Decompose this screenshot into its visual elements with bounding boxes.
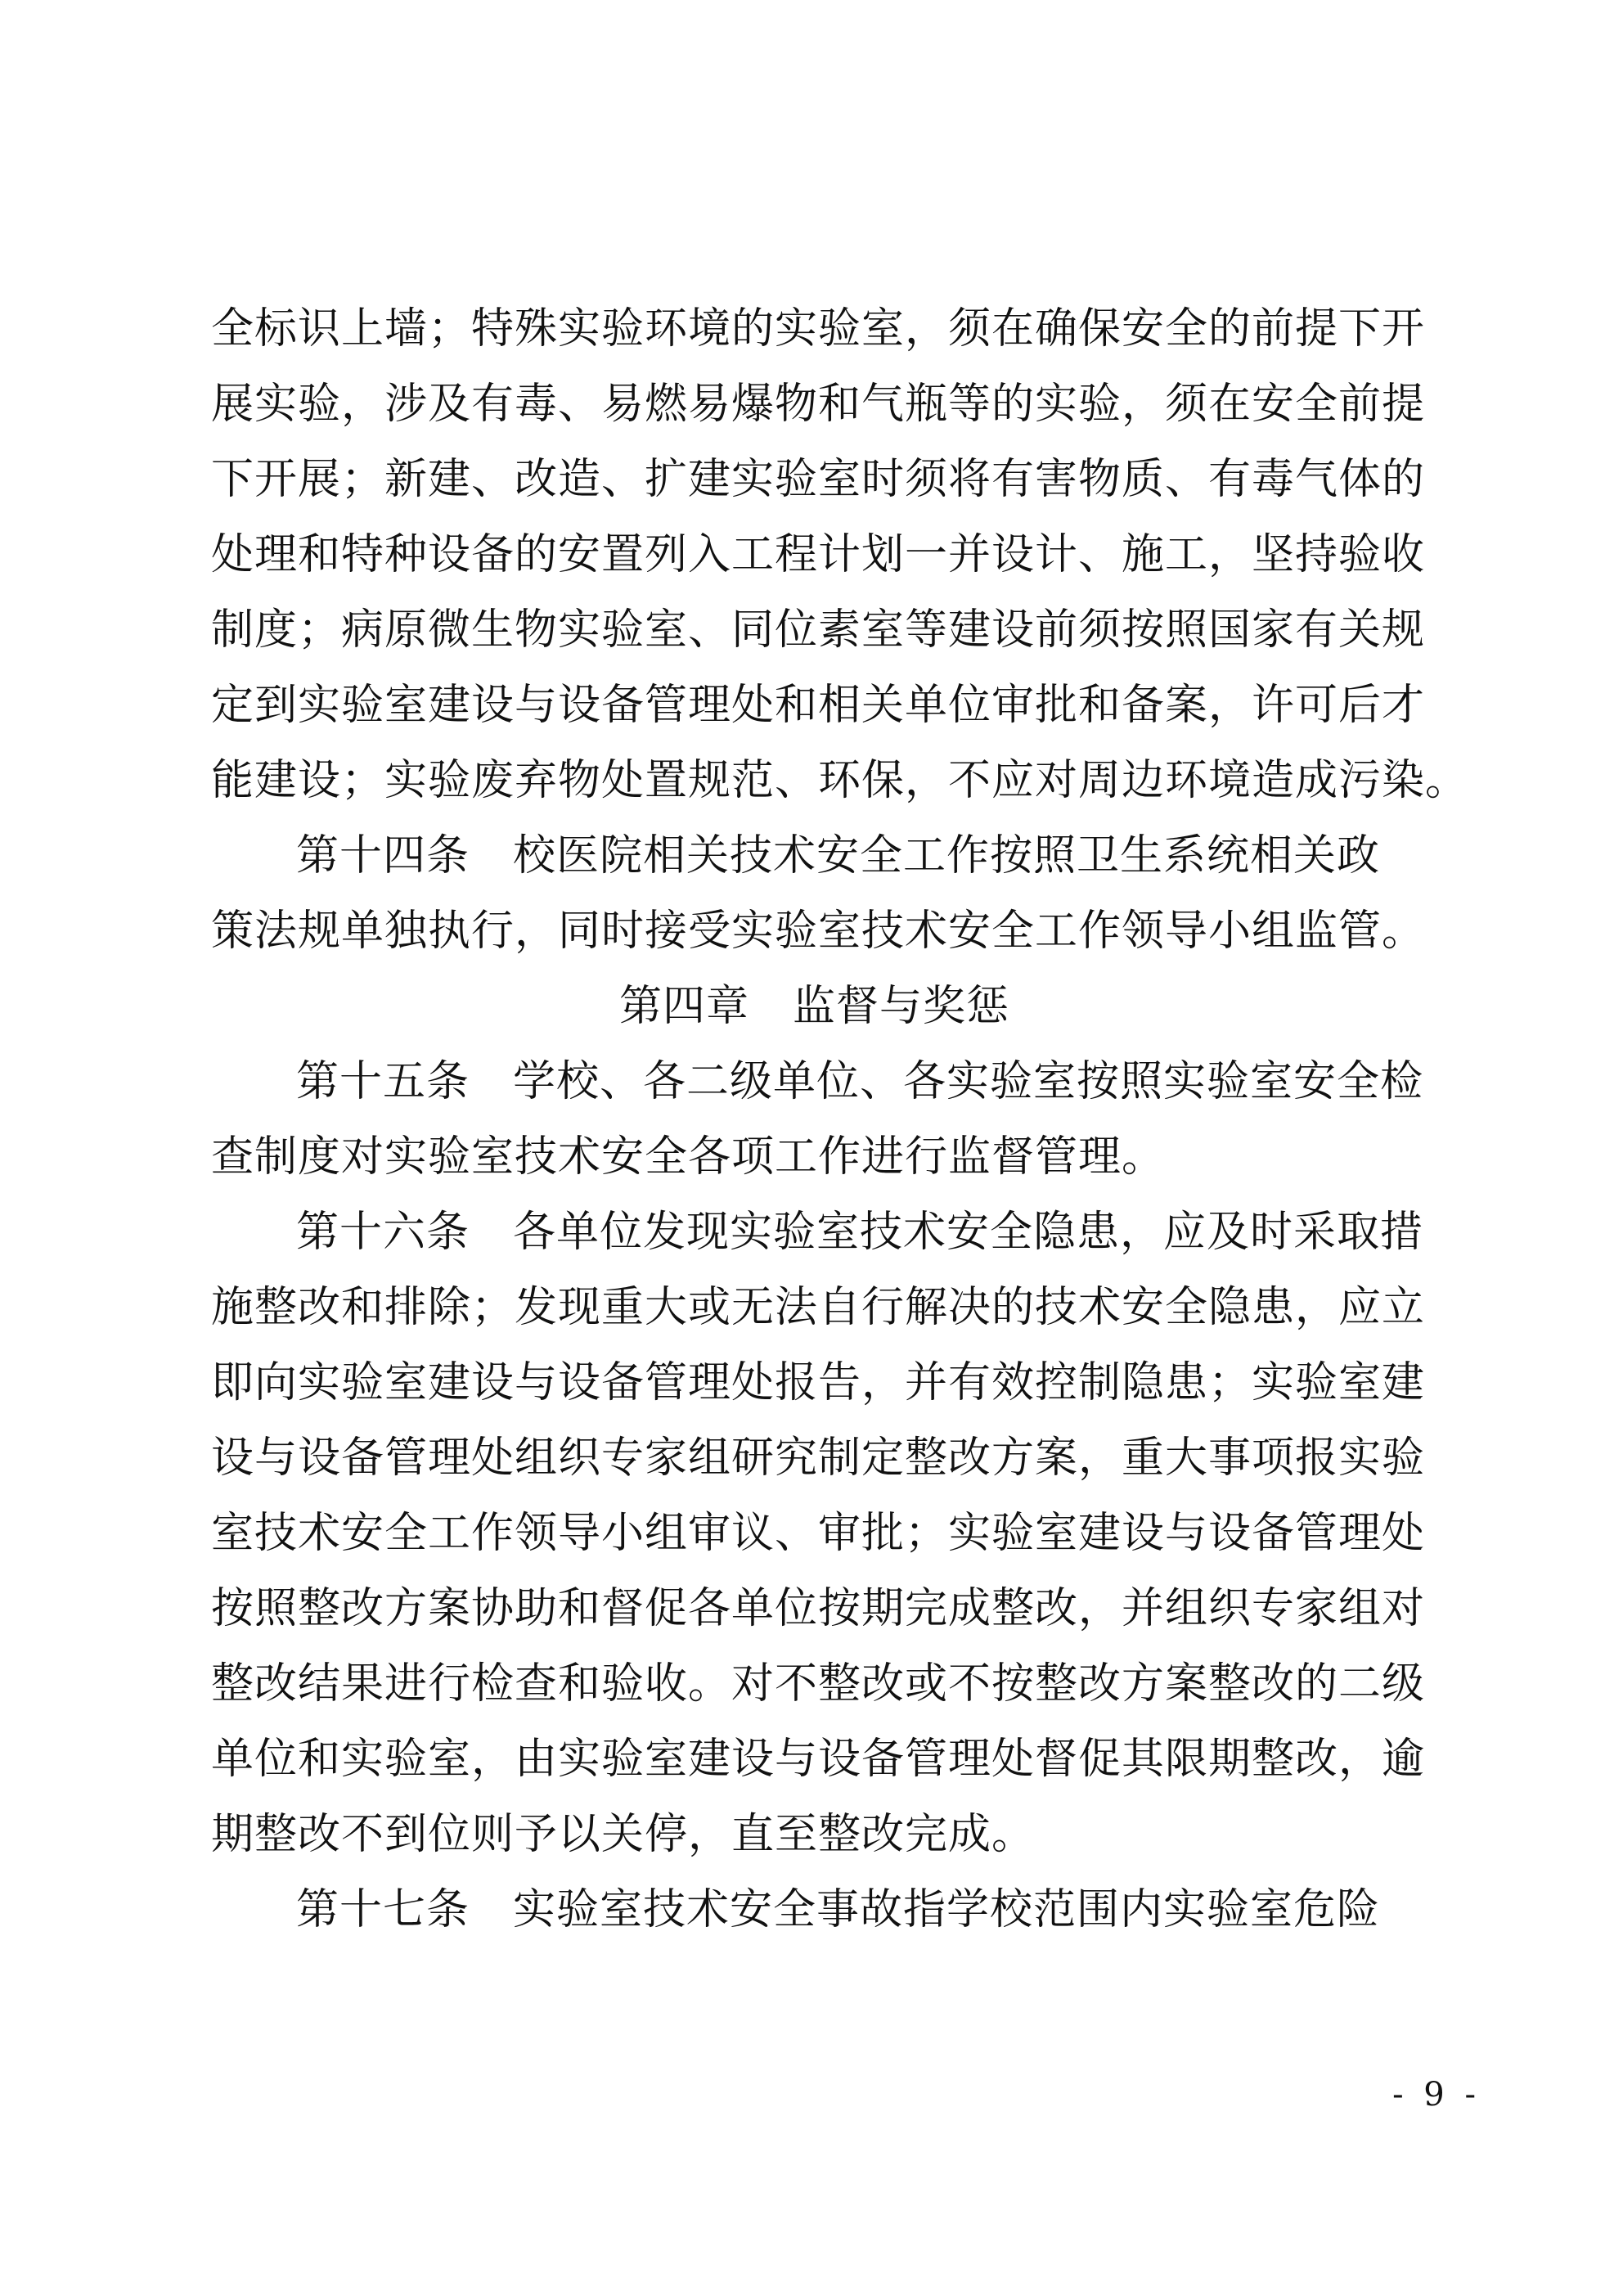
body-text-line: 下开展；新建、改造、扩建实验室时须将有害物质、有毒气体的: [211, 455, 1426, 504]
chapter-heading: 第四章 监督与奖惩: [618, 982, 1009, 1031]
body-text-line: 施整改和排除；发现重大或无法自行解决的技术安全隐患，应立: [211, 1283, 1426, 1332]
body-text-line: 按照整改方案协助和督促各单位按期完成整改，并组织专家组对: [211, 1584, 1426, 1633]
page-number: - 9 -: [1392, 2076, 1481, 2114]
body-text-line: 制度；病原微生物实验室、同位素室等建设前须按照国家有关规: [211, 606, 1426, 655]
body-text-line: 期整改不到位则予以关停，直至整改完成。: [211, 1810, 1036, 1859]
article-14-line: 第十四条 校医院相关技术安全工作按照卫生系统相关政: [296, 831, 1381, 880]
article-15-line: 第十五条 学校、各二级单位、各实验室按照实验室安全检: [296, 1057, 1424, 1106]
article-17-line: 第十七条 实验室技术安全事故指学校范围内实验室危险: [296, 1885, 1381, 1934]
body-text-line: 处理和特种设备的安置列入工程计划一并设计、施工，坚持验收: [211, 530, 1426, 579]
body-text-line: 策法规单独执行，同时接受实验室技术安全工作领导小组监管。: [211, 907, 1426, 956]
article-16-line: 第十六条 各单位发现实验室技术安全隐患，应及时采取措: [296, 1208, 1424, 1257]
body-text-line: 设与设备管理处组织专家组研究制定整改方案，重大事项报实验: [211, 1434, 1426, 1483]
body-text-line: 展实验，涉及有毒、易燃易爆物和气瓶等的实验，须在安全前提: [211, 380, 1426, 429]
body-text-line: 即向实验室建设与设备管理处报告，并有效控制隐患；实验室建: [211, 1358, 1426, 1407]
body-text-line: 定到实验室建设与设备管理处和相关单位审批和备案，许可后才: [211, 681, 1426, 730]
body-text-line: 单位和实验室，由实验室建设与设备管理处督促其限期整改，逾: [211, 1735, 1426, 1784]
body-text-line: 查制度对实验室技术安全各项工作进行监督管理。: [211, 1132, 1166, 1182]
body-text-line: 整改结果进行检查和验收。对不整改或不按整改方案整改的二级: [211, 1659, 1426, 1708]
body-text-line: 能建设；实验废弃物处置规范、环保，不应对周边环境造成污染。: [211, 756, 1469, 805]
body-text-line: 室技术安全工作领导小组审议、审批；实验室建设与设备管理处: [211, 1509, 1426, 1558]
body-text-line: 全标识上墙；特殊实验环境的实验室，须在确保安全的前提下开: [211, 304, 1426, 353]
